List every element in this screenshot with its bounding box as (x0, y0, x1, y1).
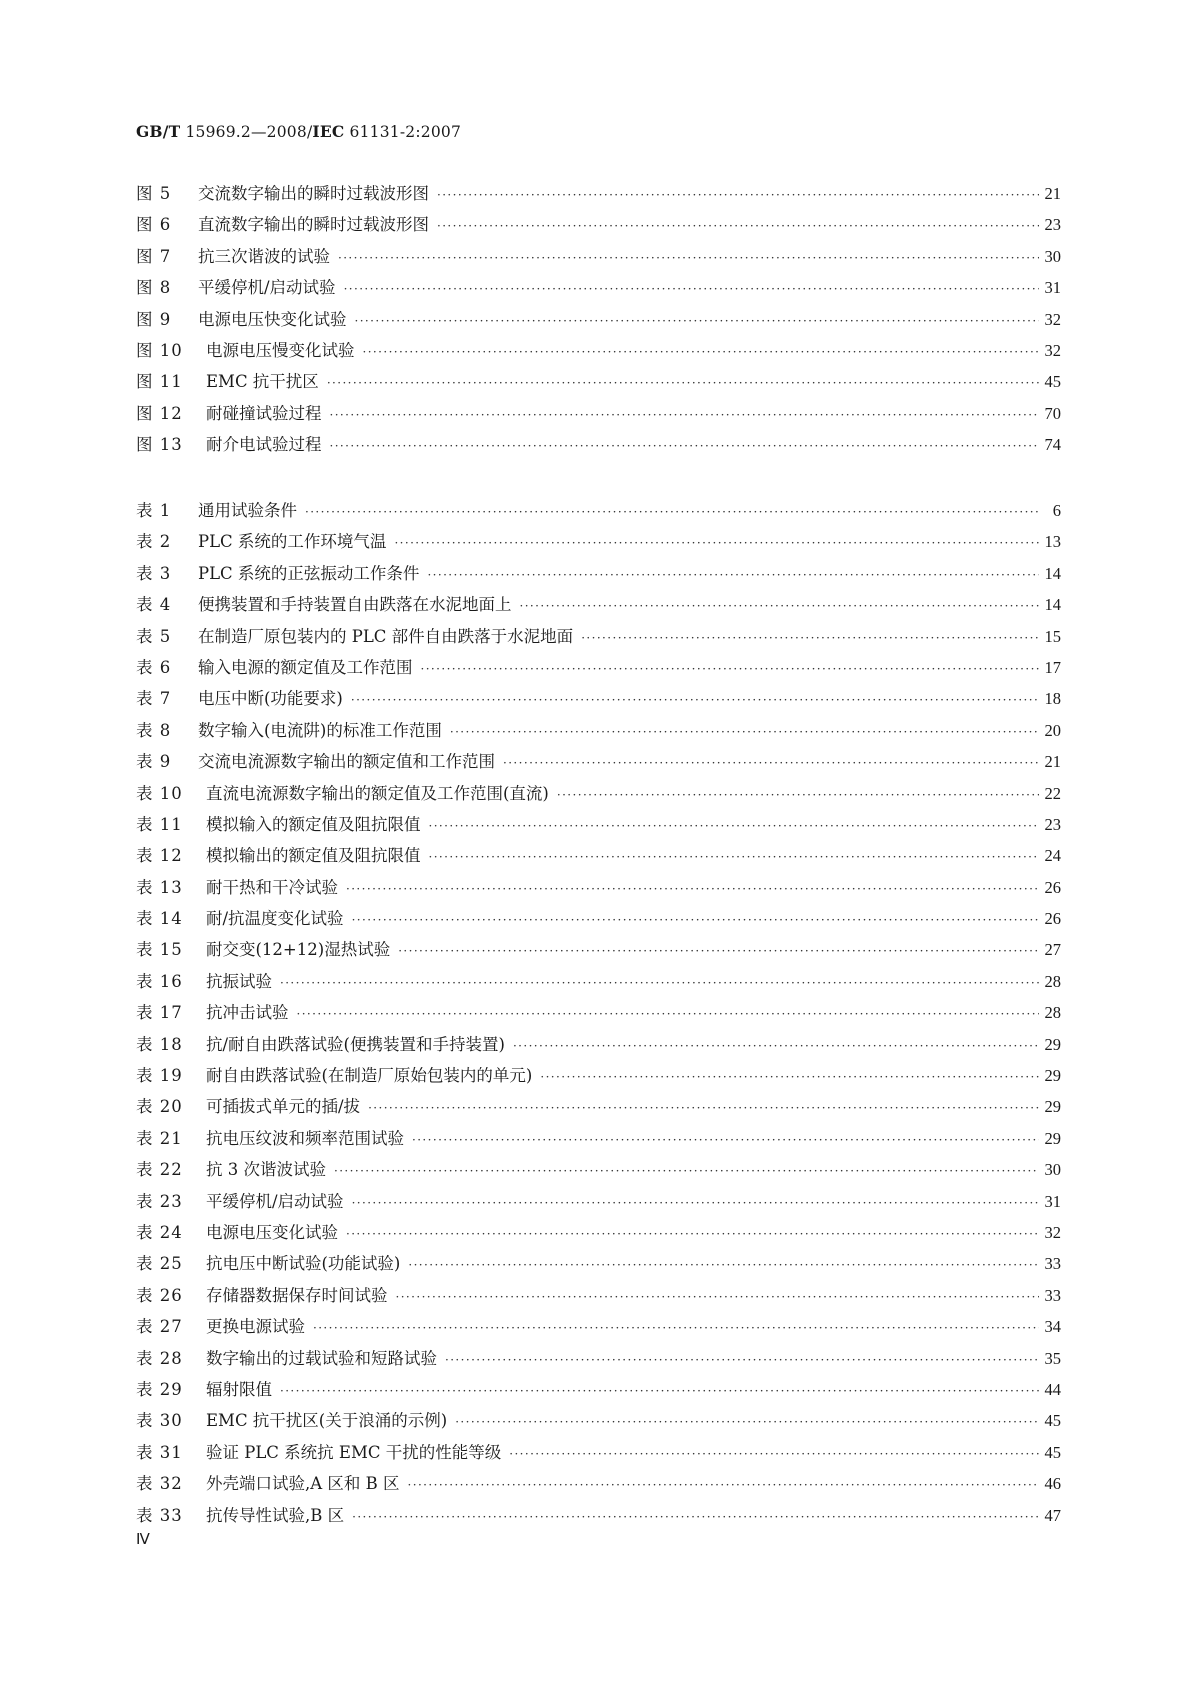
table-title: 抗电压纹波和频率范围试验 (206, 1128, 404, 1148)
table-entry[interactable] (136, 780, 1061, 811)
dot-leader (429, 188, 1039, 202)
figure-title: 电源电压慢变化试验 (206, 340, 355, 360)
table-page-number: 14 (1044, 563, 1061, 583)
table-title: 输入电源的额定值及工作范围 (198, 657, 413, 677)
table-label: 表 22 (136, 1160, 183, 1180)
dot-leader (573, 631, 1039, 645)
dot-leader (344, 1196, 1039, 1210)
table-label: 表 30 (136, 1411, 183, 1431)
dot-leader (322, 439, 1040, 453)
table-entry[interactable] (136, 1439, 1061, 1470)
tables-list (136, 497, 1061, 1533)
figure-label: 图 12 (136, 403, 183, 423)
table-entry[interactable] (136, 1125, 1061, 1156)
figure-title: 交流数字输出的瞬时过载波形图 (198, 184, 429, 203)
table-label: 表 32 (136, 1474, 183, 1494)
dot-leader (386, 536, 1039, 550)
dot-leader (360, 1101, 1039, 1115)
table-entry[interactable] (136, 1219, 1061, 1250)
table-label: 表 1 (136, 501, 172, 520)
figure-entry[interactable] (136, 180, 1061, 211)
table-label: 表 7 (136, 689, 172, 709)
table-page-number: 17 (1044, 657, 1061, 677)
table-title: 抗 3 次谐波试验 (206, 1160, 326, 1180)
table-page-number: 6 (1052, 501, 1061, 520)
table-page-number: 27 (1044, 940, 1061, 960)
dot-leader (305, 1321, 1039, 1335)
dot-leader (404, 1133, 1039, 1147)
table-entry[interactable] (136, 654, 1061, 685)
table-entry[interactable] (136, 1282, 1061, 1313)
table-entry[interactable] (136, 1250, 1061, 1281)
table-entry[interactable] (136, 1345, 1061, 1376)
dot-leader (272, 976, 1039, 990)
table-title: 存储器数据保存时间试验 (206, 1285, 388, 1305)
dot-leader (326, 1164, 1039, 1178)
table-page-number: 18 (1044, 689, 1061, 709)
table-title: 电压中断(功能要求) (198, 689, 343, 709)
dot-leader (355, 345, 1040, 359)
table-label: 表 28 (136, 1348, 183, 1368)
figure-title: 耐碰撞试验过程 (206, 403, 322, 423)
table-title: 交流电流源数字输出的额定值和工作范围 (198, 752, 495, 772)
dot-leader (319, 376, 1039, 390)
table-page-number: 28 (1044, 1003, 1061, 1023)
table-label: 表 8 (136, 720, 172, 740)
dot-leader (344, 1510, 1039, 1524)
table-title: EMC 抗干扰区(关于浪涌的示例) (206, 1411, 448, 1431)
table-title: 抗传导性试验,B 区 (206, 1505, 345, 1525)
dot-leader (344, 913, 1039, 927)
dot-leader (272, 1384, 1039, 1398)
table-label: 表 14 (136, 909, 183, 929)
figure-entry[interactable] (136, 274, 1061, 305)
table-page-number: 46 (1044, 1474, 1061, 1494)
dot-leader (429, 219, 1039, 233)
table-entry[interactable] (136, 623, 1061, 654)
figure-label: 图 8 (136, 278, 172, 298)
table-label: 表 23 (136, 1191, 183, 1211)
table-page-number: 33 (1044, 1254, 1061, 1274)
dot-leader (388, 1290, 1040, 1304)
dot-leader (400, 1478, 1039, 1492)
table-page-number: 26 (1044, 909, 1061, 929)
table-label: 表 6 (136, 657, 172, 677)
dot-leader (437, 1353, 1039, 1367)
table-page-number: 29 (1044, 1066, 1061, 1086)
table-page-number: 30 (1044, 1160, 1061, 1180)
table-title: 电源电压变化试验 (206, 1222, 338, 1242)
dot-leader (505, 1039, 1039, 1053)
figure-page-number: 70 (1044, 403, 1061, 423)
table-page-number: 15 (1044, 626, 1061, 646)
dot-leader (419, 568, 1039, 582)
dot-leader (390, 944, 1039, 958)
table-label: 表 16 (136, 971, 183, 991)
table-label: 表 3 (136, 563, 172, 583)
figure-title: EMC 抗干扰区 (206, 372, 319, 392)
table-page-number: 21 (1044, 752, 1061, 772)
table-entry[interactable] (136, 1376, 1061, 1407)
dot-leader (413, 662, 1040, 676)
table-entry[interactable] (136, 905, 1061, 936)
table-title: 数字输出的过载试验和短路试验 (206, 1348, 437, 1368)
table-label: 表 15 (136, 940, 183, 960)
table-entry[interactable] (136, 1407, 1061, 1438)
table-page-number: 26 (1044, 877, 1061, 897)
table-title: PLC 系统的工作环境气温 (198, 532, 387, 552)
figure-label: 图 7 (136, 246, 172, 266)
figure-title: 平缓停机/启动试验 (198, 278, 336, 298)
table-title: 验证 PLC 系统抗 EMC 干扰的性能等级 (206, 1442, 502, 1462)
table-entry[interactable] (136, 968, 1061, 999)
table-title: 耐/抗温度变化试验 (206, 909, 344, 929)
dot-leader (336, 282, 1039, 296)
standard-header (136, 122, 461, 141)
table-entry[interactable] (136, 717, 1061, 748)
table-title: 抗/耐自由跌落试验(便携装置和手持装置) (206, 1034, 505, 1054)
dot-leader (338, 1227, 1039, 1241)
dot-leader (501, 1447, 1039, 1461)
table-title: 抗振试验 (206, 971, 272, 991)
figure-page-number: 45 (1044, 372, 1061, 392)
figure-entry[interactable] (136, 211, 1061, 242)
iec-prefix: IEC (312, 122, 345, 141)
table-label: 表 4 (136, 595, 172, 615)
table-page-number: 28 (1044, 971, 1061, 991)
table-page-number: 13 (1044, 532, 1061, 552)
table-entry[interactable] (136, 528, 1061, 559)
table-entry[interactable] (136, 1093, 1061, 1124)
dot-leader (343, 693, 1039, 707)
table-entry[interactable] (136, 560, 1061, 591)
figure-label: 图 6 (136, 215, 172, 235)
table-title: 抗电压中断试验(功能试验) (206, 1254, 401, 1274)
table-entry[interactable] (136, 1031, 1061, 1062)
figure-page-number: 31 (1044, 278, 1061, 298)
table-page-number: 47 (1044, 1505, 1061, 1525)
figure-page-number: 21 (1044, 184, 1061, 203)
table-label: 表 17 (136, 1003, 183, 1023)
table-entry[interactable] (136, 874, 1061, 905)
table-label: 表 5 (136, 626, 172, 646)
table-entry[interactable] (136, 936, 1061, 967)
table-label: 表 9 (136, 752, 172, 772)
table-label: 表 24 (136, 1222, 183, 1242)
figures-list (136, 180, 1061, 463)
table-label: 表 18 (136, 1034, 183, 1054)
table-label: 表 33 (136, 1505, 183, 1525)
table-title: 模拟输出的额定值及阻抗限值 (206, 846, 421, 866)
table-page-number: 22 (1044, 783, 1061, 803)
table-page-number: 14 (1044, 595, 1061, 615)
table-title: 便携装置和手持装置自由跌落在水泥地面上 (198, 595, 512, 615)
table-label: 表 21 (136, 1128, 183, 1148)
dot-leader (297, 505, 1039, 519)
table-title: 耐交变(12+12)湿热试验 (206, 940, 391, 960)
figure-label: 图 13 (136, 435, 183, 455)
table-label: 表 12 (136, 846, 183, 866)
dot-leader (442, 725, 1039, 739)
dot-leader (421, 819, 1040, 833)
table-label: 表 26 (136, 1285, 183, 1305)
figure-title: 直流数字输出的瞬时过载波形图 (198, 215, 429, 235)
table-title: 耐干热和干冷试验 (206, 877, 338, 897)
dot-leader (400, 1258, 1039, 1272)
table-entry[interactable] (136, 1502, 1061, 1533)
table-page-number: 44 (1044, 1379, 1061, 1399)
figure-entry[interactable] (136, 431, 1061, 462)
figure-page-number: 30 (1044, 246, 1061, 266)
table-label: 表 10 (136, 783, 183, 803)
table-entry[interactable] (136, 591, 1061, 622)
table-title: 外壳端口试验,A 区和 B 区 (206, 1474, 400, 1494)
figure-entry[interactable] (136, 337, 1061, 368)
table-page-number: 33 (1044, 1285, 1061, 1305)
table-title: 耐自由跌落试验(在制造厂原始包装内的单元) (206, 1066, 533, 1086)
table-label: 表 31 (136, 1442, 183, 1462)
dot-leader (512, 599, 1040, 613)
iec-number: 61131-2:2007 (349, 123, 462, 141)
table-page-number: 45 (1044, 1411, 1061, 1431)
table-page-number: 31 (1044, 1191, 1061, 1211)
standard-separator: / (306, 123, 313, 141)
standard-prefix: GB/T (136, 122, 181, 141)
table-label: 表 27 (136, 1317, 183, 1337)
table-entry[interactable] (136, 842, 1061, 873)
table-page-number: 24 (1044, 846, 1061, 866)
table-title: 直流电流源数字输出的额定值及工作范围(直流) (206, 783, 549, 803)
dot-leader (347, 314, 1040, 328)
table-label: 表 11 (136, 814, 183, 834)
table-label: 表 25 (136, 1254, 183, 1274)
table-entry[interactable] (136, 1313, 1061, 1344)
table-label: 表 13 (136, 877, 183, 897)
table-page-number: 35 (1044, 1348, 1061, 1368)
table-entry[interactable] (136, 811, 1061, 842)
dot-leader (338, 882, 1039, 896)
table-page-number: 29 (1044, 1034, 1061, 1054)
table-title: 在制造厂原包装内的 PLC 部件自由跌落于水泥地面 (198, 626, 574, 646)
table-entry[interactable] (136, 497, 1061, 528)
figure-label: 图 10 (136, 340, 183, 360)
figure-title: 抗三次谐波的试验 (198, 246, 330, 266)
figure-label: 图 11 (136, 372, 183, 392)
table-label: 表 19 (136, 1066, 183, 1086)
table-page-number: 34 (1044, 1317, 1061, 1337)
table-entry[interactable] (136, 748, 1061, 779)
dot-leader (289, 1007, 1040, 1021)
table-label: 表 2 (136, 532, 172, 552)
figure-page-number: 32 (1044, 340, 1061, 360)
figure-page-number: 32 (1044, 309, 1061, 329)
table-entry[interactable] (136, 685, 1061, 716)
table-page-number: 23 (1044, 814, 1061, 834)
figure-label: 图 9 (136, 309, 172, 329)
table-title: 数字输入(电流阱)的标准工作范围 (198, 720, 442, 740)
figure-label: 图 5 (136, 184, 172, 203)
table-entry[interactable] (136, 1156, 1061, 1187)
figure-entry[interactable] (136, 306, 1061, 337)
table-entry[interactable] (136, 999, 1061, 1030)
figure-entry[interactable] (136, 400, 1061, 431)
table-page-number: 32 (1044, 1222, 1061, 1242)
dot-leader (549, 788, 1039, 802)
table-title: 可插拔式单元的插/拔 (206, 1097, 361, 1117)
table-label: 表 29 (136, 1379, 183, 1399)
figure-page-number: 74 (1044, 435, 1061, 455)
table-title: 模拟输入的额定值及阻抗限值 (206, 814, 421, 834)
table-page-number: 45 (1044, 1442, 1061, 1462)
table-title: 辐射限值 (206, 1379, 272, 1399)
table-title: 抗冲击试验 (206, 1003, 289, 1023)
page-number-footer: Ⅳ (136, 1532, 150, 1548)
table-page-number: 29 (1044, 1128, 1061, 1148)
dot-leader (330, 251, 1039, 265)
table-title: 平缓停机/启动试验 (206, 1191, 344, 1211)
table-label: 表 20 (136, 1097, 183, 1117)
figure-title: 耐介电试验过程 (206, 435, 322, 455)
table-title: 更换电源试验 (206, 1317, 305, 1337)
dot-leader (421, 850, 1040, 864)
dot-leader (495, 756, 1039, 770)
table-entry[interactable] (136, 1188, 1061, 1219)
standard-number: 15969.2—2008 (185, 123, 307, 141)
figure-entry[interactable] (136, 368, 1061, 399)
dot-leader (447, 1415, 1039, 1429)
table-page-number: 29 (1044, 1097, 1061, 1117)
table-title: PLC 系统的正弦振动工作条件 (198, 563, 420, 583)
dot-leader (322, 408, 1040, 422)
dot-leader (532, 1070, 1039, 1084)
table-entry[interactable] (136, 1470, 1061, 1501)
figure-title: 电源电压快变化试验 (198, 309, 347, 329)
table-title: 通用试验条件 (198, 501, 297, 520)
figure-entry[interactable] (136, 243, 1061, 274)
figure-page-number: 23 (1044, 215, 1061, 235)
table-page-number: 20 (1044, 720, 1061, 740)
table-entry[interactable] (136, 1062, 1061, 1093)
